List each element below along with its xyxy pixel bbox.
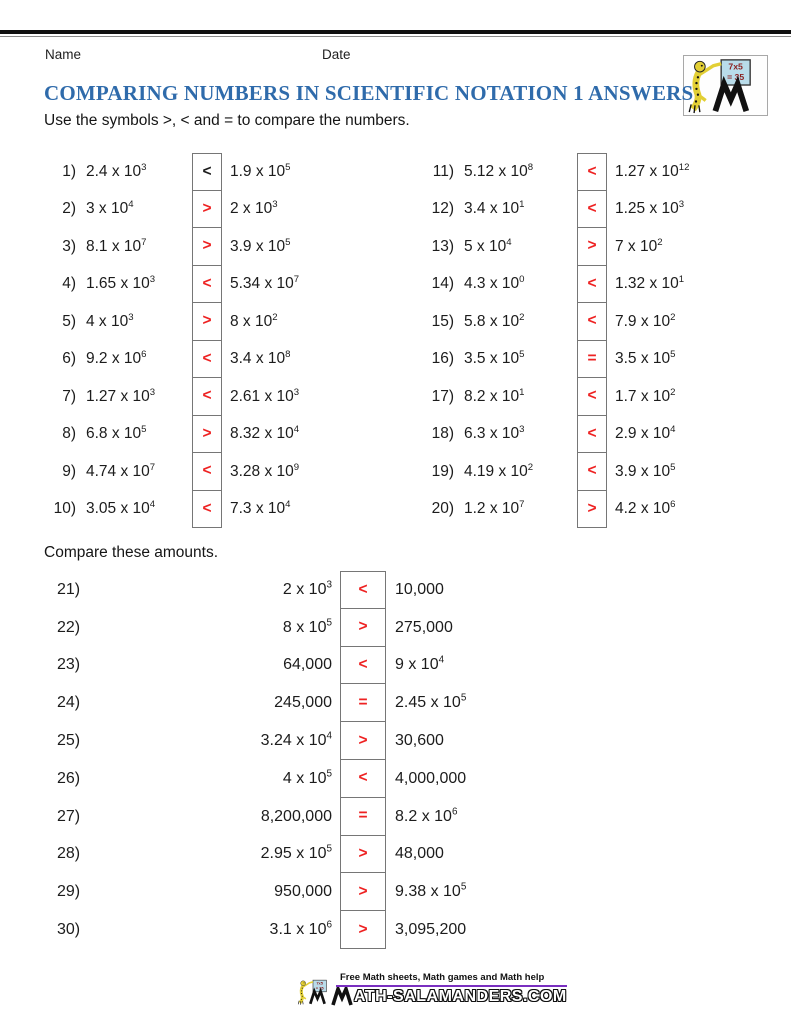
problem-number: 24) [57, 694, 81, 712]
answer-box[interactable] [577, 265, 607, 304]
left-value: 4.3 x $10^0$ [464, 274, 525, 293]
left-value: 8,200,000 [260, 807, 332, 825]
answer-symbol: > [358, 731, 368, 749]
problem-number: 12) [431, 200, 454, 218]
left-value: 8 x $10^5$ [282, 617, 332, 636]
problem-number: 10) [53, 500, 76, 518]
problem-row [420, 416, 785, 454]
right-value: 3.4 x $10^8$ [230, 349, 291, 368]
page-title: COMPARING NUMBERS IN SCIENTIFIC NOTATION 1 ANSWERS [44, 81, 694, 105]
problem-row [45, 378, 405, 416]
problem-number: 14) [431, 275, 454, 293]
problem-row [420, 491, 785, 529]
answer-box[interactable] [577, 452, 607, 491]
answer-box[interactable] [340, 646, 386, 685]
right-value: 275,000 [395, 618, 453, 636]
right-value: 10,000 [395, 580, 444, 598]
answer-box[interactable] [340, 835, 386, 874]
answer-symbol: = [358, 807, 368, 825]
problem-row [45, 760, 545, 798]
answer-symbol: < [587, 387, 597, 405]
name-label: Name [45, 47, 82, 62]
problem-number: 13) [431, 237, 454, 255]
right-value: 1.25 x $10^3$ [615, 199, 685, 218]
footer-site-row [336, 987, 567, 1007]
right-value: 3.28 x $10^9$ [230, 461, 300, 480]
problem-number: 28) [57, 845, 81, 863]
problem-row [420, 153, 785, 191]
answer-box[interactable] [577, 227, 607, 266]
problem-row [45, 911, 545, 949]
answer-box[interactable] [340, 608, 386, 647]
problem-row [45, 228, 405, 266]
left-value: 3.24 x $10^4$ [260, 730, 332, 750]
problem-row [45, 416, 405, 454]
section2-heading: Compare these amounts. [44, 544, 219, 561]
answer-box[interactable] [192, 490, 222, 529]
answer-box[interactable] [192, 153, 222, 191]
problem-number: 16) [431, 350, 454, 368]
problem-row [420, 191, 785, 229]
answer-symbol: < [202, 387, 212, 405]
left-value: 3 x $10^4$ [86, 199, 134, 218]
answer-symbol: < [587, 312, 597, 330]
left-value: 8.1 x $10^7$ [86, 236, 147, 255]
problem-number: 19) [431, 462, 454, 480]
left-value: 5.12 x $10^8$ [464, 161, 534, 180]
problem-number: 3) [62, 237, 76, 255]
top-rule-shadow [0, 36, 791, 37]
problems-column-right [420, 153, 785, 528]
problem-row [45, 647, 545, 685]
problem-number: 7) [62, 387, 76, 405]
right-value: 1.27 x $10^{12}$ [615, 161, 690, 180]
left-value: 64,000 [283, 656, 332, 674]
right-value: 8.2 x $10^6$ [395, 806, 458, 825]
right-value: 2.45 x $10^5$ [395, 692, 467, 712]
problem-row [45, 153, 405, 191]
right-value: 1.9 x $10^5$ [230, 161, 291, 180]
answer-box[interactable] [192, 340, 222, 379]
left-value: 2.95 x $10^5$ [260, 844, 332, 863]
answer-symbol: > [358, 882, 368, 900]
left-value: 4.19 x $10^2$ [464, 461, 534, 480]
left-value: 950,000 [274, 883, 332, 901]
right-value: 8 x $10^2$ [230, 311, 278, 330]
problems-column-left [45, 153, 405, 528]
left-value: 3.1 x $10^6$ [269, 919, 332, 939]
problem-number: 1) [62, 162, 76, 180]
answer-symbol: < [202, 462, 212, 480]
answer-box[interactable] [340, 797, 386, 836]
right-value: 1.32 x $10^1$ [615, 274, 685, 293]
answer-symbol: > [587, 237, 597, 255]
answer-box[interactable] [192, 452, 222, 491]
right-value: 2 x $10^3$ [230, 199, 278, 218]
answer-symbol: > [202, 312, 212, 330]
problem-row [420, 341, 785, 379]
right-value: 9.38 x $10^5$ [395, 881, 467, 901]
answer-symbol: < [358, 769, 368, 787]
left-value: 3.4 x $10^1$ [464, 199, 525, 218]
answer-symbol: > [358, 920, 368, 938]
answer-box[interactable] [340, 683, 386, 722]
answer-symbol: < [587, 274, 597, 292]
footer-text-block [336, 970, 567, 1007]
problem-row [45, 453, 405, 491]
right-value: 7.9 x $10^2$ [615, 311, 676, 330]
left-value: 1.2 x $10^7$ [464, 499, 525, 518]
problem-number: 22) [57, 618, 81, 636]
answer-symbol: > [202, 199, 212, 217]
problem-number: 17) [431, 387, 454, 405]
left-value: 2 x $10^3$ [282, 579, 332, 598]
problem-number: 4) [62, 275, 76, 293]
instruction-text: Use the symbols >, < and = to compare the numbers. [44, 112, 410, 129]
problem-number: 26) [57, 769, 81, 787]
answer-symbol: > [358, 844, 368, 862]
answer-symbol: < [358, 580, 368, 598]
answer-box[interactable] [577, 377, 607, 416]
left-value: 6.8 x $10^5$ [86, 424, 147, 443]
problem-number: 8) [62, 425, 76, 443]
problem-row [420, 453, 785, 491]
left-value: 8.2 x $10^1$ [464, 386, 525, 405]
footer-tagline: Free Math sheets, Math games and Math help [336, 970, 567, 987]
salamander-logo-icon [684, 56, 767, 115]
left-value: 5.8 x $10^2$ [464, 311, 525, 330]
problem-number: 6) [62, 350, 76, 368]
problem-number: 18) [431, 425, 454, 443]
left-value: 1.65 x $10^3$ [86, 274, 156, 293]
answer-symbol: < [587, 199, 597, 217]
left-value: 4.74 x $10^7$ [86, 461, 156, 480]
problem-row [420, 228, 785, 266]
problems-part2 [45, 571, 545, 949]
footer-salamander-icon [296, 970, 334, 1014]
left-value: 2.4 x $10^3$ [86, 161, 147, 180]
answer-box[interactable] [577, 490, 607, 529]
answer-box[interactable] [340, 910, 386, 949]
problem-number: 11) [432, 162, 454, 180]
problem-row [45, 341, 405, 379]
right-value: 7 x $10^2$ [615, 236, 663, 255]
problem-number: 29) [57, 883, 81, 901]
footer-site-name: ATH-SALAMANDERS.COM [354, 988, 567, 1005]
left-value: 3.5 x $10^5$ [464, 349, 525, 368]
answer-box[interactable] [192, 190, 222, 229]
answer-symbol: = [587, 349, 597, 367]
answer-box[interactable] [192, 302, 222, 341]
right-value: 3.5 x $10^5$ [615, 349, 676, 368]
date-label: Date [322, 47, 351, 62]
answer-symbol: < [587, 424, 597, 442]
top-rule [0, 30, 791, 34]
answer-symbol: < [202, 349, 212, 367]
answer-symbol: < [202, 274, 212, 292]
left-value: 1.27 x $10^3$ [86, 386, 156, 405]
right-value: 8.32 x $10^4$ [230, 424, 300, 443]
left-value: 9.2 x $10^6$ [86, 349, 147, 368]
answer-symbol: > [202, 424, 212, 442]
problem-row [45, 722, 545, 760]
answer-symbol: < [587, 462, 597, 480]
answer-symbol: > [358, 618, 368, 636]
footer-logo [296, 970, 567, 1014]
answer-box[interactable] [340, 571, 386, 609]
answer-symbol: < [358, 655, 368, 673]
left-value: 3.05 x $10^4$ [86, 499, 156, 518]
problem-number: 20) [431, 500, 454, 518]
right-value: 2.61 x $10^3$ [230, 386, 300, 405]
wordmark-m-icon [330, 987, 354, 1007]
left-value: 245,000 [274, 694, 332, 712]
right-value: 3.9 x $10^5$ [615, 461, 676, 480]
right-value: 30,600 [395, 732, 444, 750]
left-value: 6.3 x $10^3$ [464, 424, 525, 443]
right-value: 48,000 [395, 845, 444, 863]
problem-row [45, 571, 545, 609]
answer-box[interactable] [192, 227, 222, 266]
problem-number: 23) [57, 656, 81, 674]
header-logo-box [683, 55, 768, 116]
problem-number: 30) [57, 921, 81, 939]
problem-row [420, 266, 785, 304]
problem-number: 5) [62, 312, 76, 330]
problem-number: 27) [57, 807, 81, 825]
answer-box[interactable] [340, 721, 386, 760]
right-value: 2.9 x $10^4$ [615, 424, 676, 443]
answer-box[interactable] [192, 377, 222, 416]
right-value: 7.3 x $10^4$ [230, 499, 291, 518]
problem-row [45, 609, 545, 647]
answer-symbol: = [358, 693, 368, 711]
problem-row [45, 491, 405, 529]
answer-box[interactable] [577, 302, 607, 341]
answer-box[interactable] [577, 415, 607, 454]
problem-row [45, 836, 545, 874]
problem-row [45, 303, 405, 341]
answer-box[interactable] [577, 340, 607, 379]
problem-number: 15) [431, 312, 454, 330]
answer-symbol: < [202, 499, 212, 517]
problem-number: 25) [57, 732, 81, 750]
left-value: 4 x $10^3$ [86, 311, 134, 330]
right-value: 4,000,000 [395, 769, 467, 787]
answer-symbol: < [202, 162, 212, 180]
answer-box[interactable] [340, 759, 386, 798]
right-value: 3,095,200 [395, 921, 467, 939]
left-value: 4 x $10^5$ [282, 768, 332, 787]
problem-number: 9) [62, 462, 76, 480]
answer-box[interactable] [577, 153, 607, 191]
problem-row [45, 191, 405, 229]
answer-box[interactable] [192, 415, 222, 454]
answer-box[interactable] [340, 872, 386, 911]
right-value: 3.9 x $10^5$ [230, 236, 291, 255]
problem-row [420, 303, 785, 341]
right-value: 1.7 x $10^2$ [615, 386, 676, 405]
left-value: 5 x $10^4$ [464, 236, 512, 255]
problem-row [45, 684, 545, 722]
right-value: 5.34 x $10^7$ [230, 274, 300, 293]
right-value: 4.2 x $10^6$ [615, 499, 676, 518]
problem-row [45, 266, 405, 304]
answer-symbol: > [202, 237, 212, 255]
problem-number: 21) [57, 580, 81, 598]
problem-number: 2) [62, 200, 76, 218]
answer-box[interactable] [192, 265, 222, 304]
problem-row [45, 873, 545, 911]
right-value: 9 x $10^4$ [395, 655, 445, 674]
problem-row [45, 798, 545, 836]
answer-box[interactable] [577, 190, 607, 229]
answer-symbol: < [587, 162, 597, 180]
answer-symbol: > [587, 499, 597, 517]
problem-row [420, 378, 785, 416]
